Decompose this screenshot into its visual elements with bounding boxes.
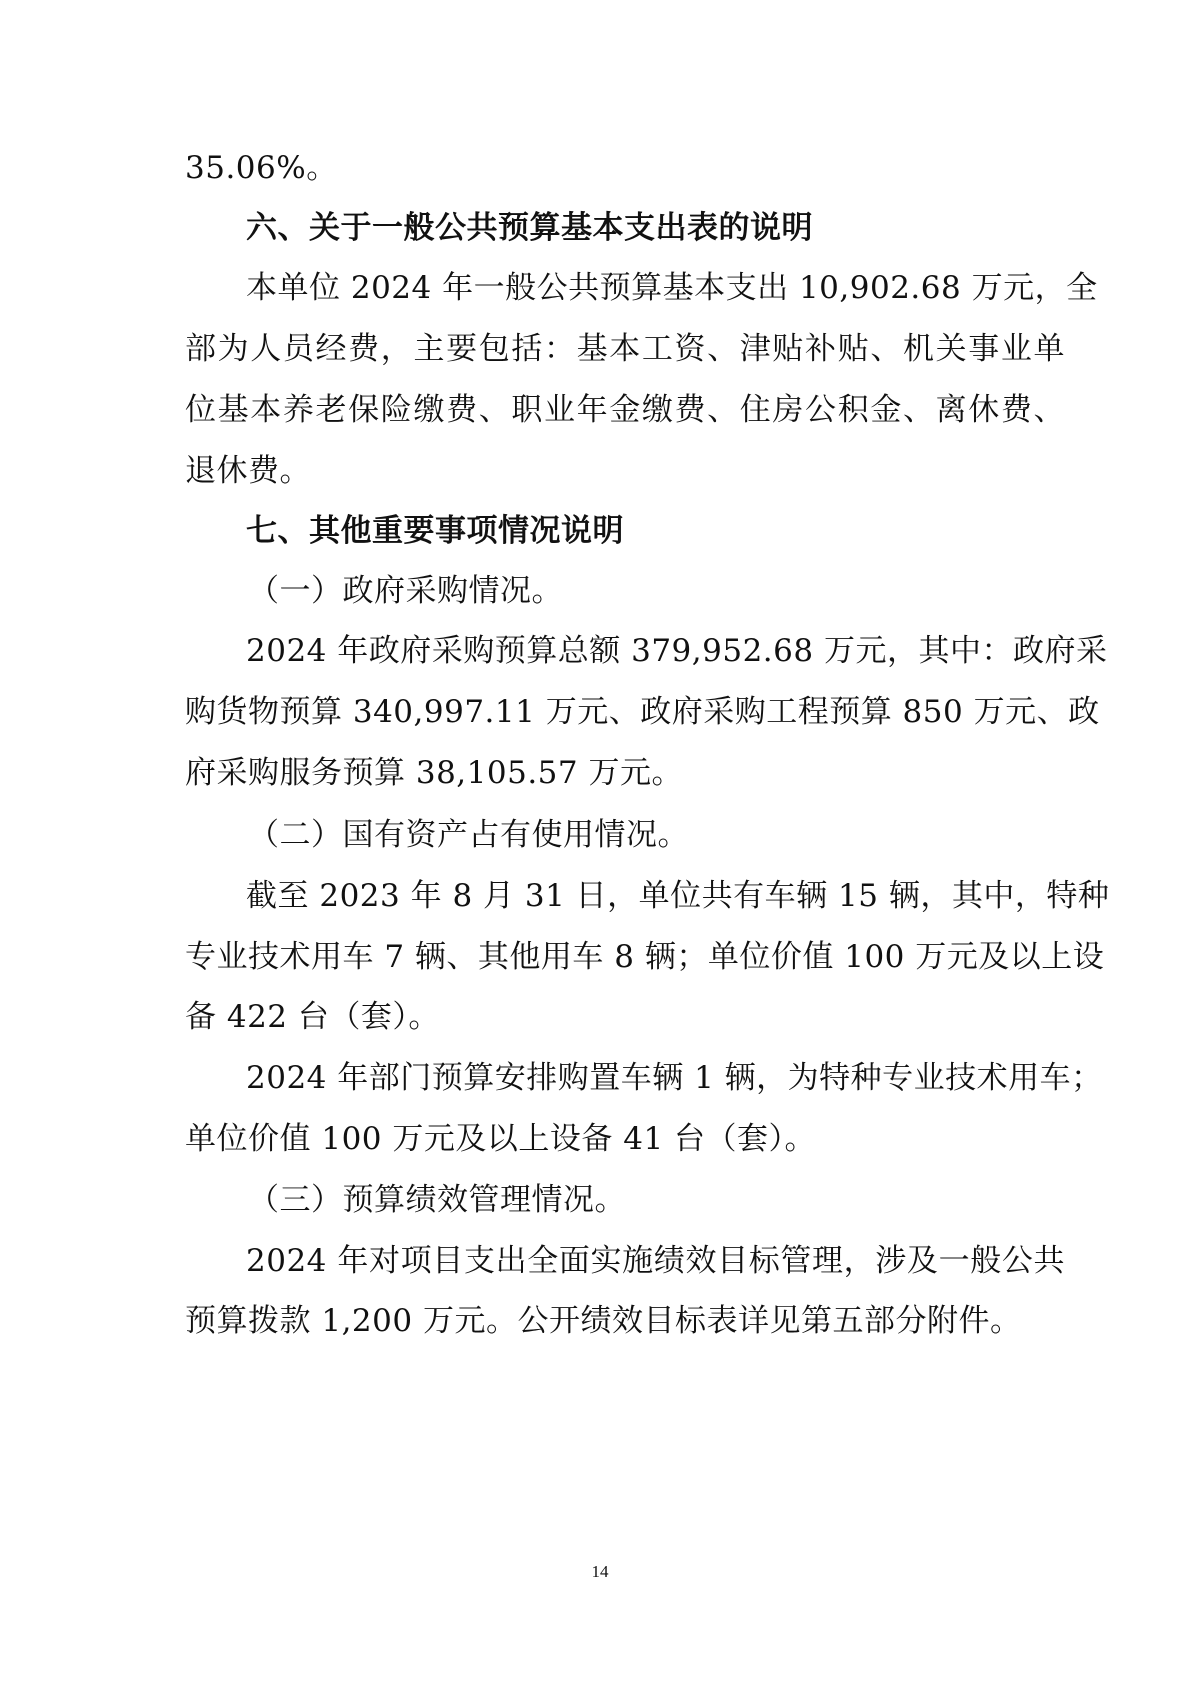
paragraph-line: 截至 2023 年 8 月 31 日，单位共有车辆 15 辆，其中，特种 [246,878,1110,914]
paragraph-line: 2024 年政府采购预算总额 379,952.68 万元，其中：政府采 [246,633,1108,669]
text-line-continuation: 35.06%。 [185,150,338,186]
section-heading-six: 六、关于一般公共预算基本支出表的说明 [246,210,813,246]
paragraph-line: 府采购服务预算 38,105.57 万元。 [185,755,683,791]
section-heading-seven: 七、其他重要事项情况说明 [246,513,624,549]
page-number: 14 [591,1562,609,1581]
subsection-heading-performance: （三）预算绩效管理情况。 [248,1182,626,1218]
paragraph-line: 位基本养老保险缴费、职业年金缴费、住房公积金、离休费、 [185,392,1065,428]
paragraph-line: 备 422 台（套）。 [185,999,440,1035]
paragraph-line: 2024 年对项目支出全面实施绩效目标管理，涉及一般公共 [246,1243,1065,1279]
paragraph-line: 专业技术用车 7 辆、其他用车 8 辆；单位价值 100 万元及以上设 [185,939,1105,975]
paragraph-line: 本单位 2024 年一般公共预算基本支出 10,902.68 万元，全 [246,270,1098,306]
paragraph-line: 2024 年部门预算安排购置车辆 1 辆，为特种专业技术用车； [246,1060,1103,1096]
paragraph-line: 退休费。 [185,453,311,489]
subsection-heading-assets: （二）国有资产占有使用情况。 [248,817,689,853]
paragraph-line: 部为人员经费，主要包括：基本工资、津贴补贴、机关事业单 [185,331,1065,367]
subsection-heading-procurement: （一）政府采购情况。 [248,573,563,609]
paragraph-line: 预算拨款 1,200 万元。公开绩效目标表详见第五部分附件。 [185,1303,1022,1339]
paragraph-line: 单位价值 100 万元及以上设备 41 台（套）。 [185,1121,817,1157]
paragraph-line: 购货物预算 340,997.11 万元、政府采购工程预算 850 万元、政 [185,694,1100,730]
